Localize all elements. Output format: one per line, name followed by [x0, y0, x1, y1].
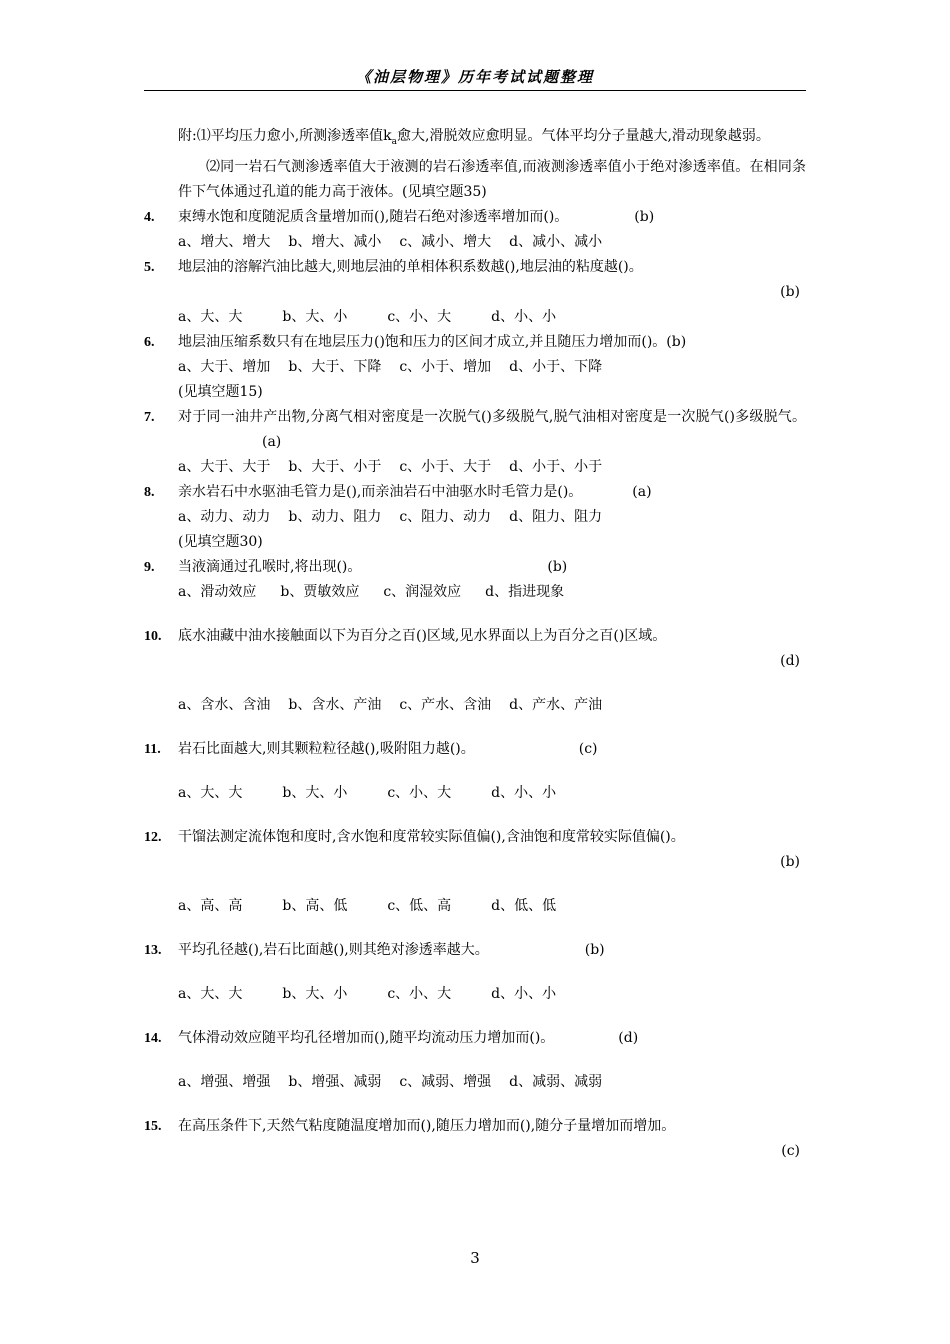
question-number: 14.	[144, 1030, 162, 1046]
option-c: c、小于、大于	[399, 458, 492, 475]
option-a: a、大于、大于	[178, 458, 271, 475]
option-d: d、阻力、阻力	[509, 508, 603, 525]
option-a: a、增大、增大	[178, 233, 271, 250]
question-options	[178, 305, 806, 330]
option-c: c、小、大	[387, 985, 452, 1002]
option-d: d、低、低	[491, 897, 557, 914]
question-number: 6.	[144, 334, 155, 350]
question-answer: (b)	[634, 208, 655, 225]
question-options	[178, 982, 806, 1007]
question-reference: (见填空题15)	[178, 383, 263, 400]
question-14	[144, 1026, 806, 1095]
question-11	[144, 737, 806, 806]
question-options	[178, 894, 806, 919]
question-6	[144, 330, 806, 405]
question-text: 干馏法测定流体饱和度时,含水饱和度常较实际值偏(),含油饱和度常较实际值偏()。	[178, 828, 685, 845]
question-answer: (b)	[780, 853, 800, 870]
option-b: b、动力、阻力	[288, 508, 382, 525]
option-a: a、大、大	[178, 985, 243, 1002]
option-d: d、减小、减小	[509, 233, 603, 250]
option-c: c、减弱、增强	[399, 1073, 492, 1090]
question-text: 束缚水饱和度随泥质含量增加而(),随岩石绝对渗透率增加而()。 (b)	[178, 205, 806, 230]
question-answer: (c)	[781, 1142, 800, 1159]
question-12	[144, 825, 806, 919]
question-text: 底水油藏中油水接触面以下为百分之百()区域,见水界面以上为百分之百()区域。	[178, 627, 667, 644]
question-answer: (d)	[780, 652, 800, 669]
question-answer: (a)	[262, 433, 282, 450]
option-c: c、小、大	[387, 308, 452, 325]
document-body	[144, 124, 806, 1164]
question-4	[144, 205, 806, 255]
option-d: d、小、小	[491, 784, 557, 801]
question-number: 11.	[144, 741, 161, 757]
option-a: a、大于、增加	[178, 358, 271, 375]
option-c: c、小、大	[387, 784, 452, 801]
page-header-title: 《油层物理》历年考试试题整理	[355, 68, 594, 86]
option-a: a、高、高	[178, 897, 243, 914]
option-c: c、低、高	[387, 897, 452, 914]
question-number: 5.	[144, 259, 155, 275]
option-b: b、增强、减弱	[288, 1073, 382, 1090]
option-d: d、产水、产油	[509, 696, 603, 713]
question-text: 地层油压缩系数只有在地层压力()饱和压力的区间才成立,并且随压力增加而()。(b)	[178, 333, 687, 350]
note-paragraph-2: ⑵同一岩石气测渗透率值大于液测的岩石渗透率值,而液测渗透率值小于绝对渗透率值。在相同条件下气体通过孔道的能力高于液体。(见填空题35)	[178, 158, 806, 200]
question-text: 气体滑动效应随平均孔径增加而(),随平均流动压力增加而()。 (d)	[178, 1026, 806, 1051]
option-b: b、大、小	[282, 985, 348, 1002]
option-b: b、大、小	[282, 308, 348, 325]
option-b: b、大于、下降	[288, 358, 382, 375]
question-number: 9.	[144, 559, 155, 575]
option-c: c、润湿效应	[383, 583, 462, 600]
question-number: 4.	[144, 209, 155, 225]
question-options	[178, 580, 806, 605]
question-number: 13.	[144, 942, 162, 958]
option-d: d、小于、下降	[509, 358, 603, 375]
page-number: 3	[470, 1249, 480, 1267]
option-a: a、动力、动力	[178, 508, 271, 525]
option-a: a、滑动效应	[178, 583, 257, 600]
option-a: a、含水、含油	[178, 696, 271, 713]
question-answer: (d)	[618, 1029, 639, 1046]
question-text: 平均孔径越(),岩石比面越(),则其绝对渗透率越大。 (b)	[178, 938, 806, 963]
header-divider	[144, 90, 806, 91]
option-d: d、小、小	[491, 985, 557, 1002]
question-answer: (c)	[578, 740, 598, 757]
question-answer: (b)	[780, 283, 800, 300]
question-13	[144, 938, 806, 1007]
question-text: 亲水岩石中水驱油毛管力是(),而亲油岩石中油驱水时毛管力是()。 (a)	[178, 480, 806, 505]
question-number: 10.	[144, 628, 162, 644]
question-answer: (b)	[584, 941, 605, 958]
question-text: 对于同一油井产出物,分离气相对密度是一次脱气()多级脱气,脱气油相对密度是一次脱气()多级脱气。(a)	[178, 405, 806, 455]
option-b: b、高、低	[282, 897, 348, 914]
option-a: a、大、大	[178, 308, 243, 325]
question-5	[144, 255, 806, 330]
option-d: d、小、小	[491, 308, 557, 325]
question-answer: (b)	[547, 558, 568, 575]
question-reference: (见填空题30)	[178, 533, 263, 550]
question-number: 15.	[144, 1118, 162, 1134]
question-7	[144, 405, 806, 480]
question-number: 7.	[144, 409, 155, 425]
option-d: d、指进现象	[485, 583, 565, 600]
option-b: b、大于、小于	[288, 458, 382, 475]
option-c: c、阻力、动力	[399, 508, 492, 525]
question-answer: (a)	[632, 483, 652, 500]
question-number: 8.	[144, 484, 155, 500]
option-a: a、大、大	[178, 784, 243, 801]
question-text: 当液滴通过孔喉时,将出现()。 (b)	[178, 555, 806, 580]
option-a: a、增强、增强	[178, 1073, 271, 1090]
option-c: c、小于、增加	[399, 358, 492, 375]
question-8	[144, 480, 806, 555]
option-c: c、减小、增大	[399, 233, 492, 250]
question-text: 在高压条件下,天然气粘度随温度增加而(),随压力增加而(),随分子量增加而增加。	[178, 1117, 676, 1134]
question-options	[178, 1070, 806, 1095]
option-d: d、减弱、减弱	[509, 1073, 603, 1090]
question-options	[178, 693, 806, 718]
question-options	[178, 455, 806, 480]
option-b: b、贾敏效应	[280, 583, 360, 600]
option-b: b、含水、产油	[288, 696, 382, 713]
option-b: b、大、小	[282, 784, 348, 801]
question-15	[144, 1114, 806, 1164]
question-options	[178, 355, 806, 380]
question-text: 地层油的溶解汽油比越大,则地层油的单相体积系数越(),地层油的粘度越()。	[178, 258, 643, 275]
question-options	[178, 230, 806, 255]
question-options	[178, 505, 806, 530]
option-b: b、增大、减小	[288, 233, 382, 250]
question-10	[144, 624, 806, 718]
question-number: 12.	[144, 829, 162, 845]
option-c: c、产水、含油	[399, 696, 492, 713]
option-d: d、小于、小于	[509, 458, 603, 475]
question-options	[178, 781, 806, 806]
question-text: 岩石比面越大,则其颗粒粒径越(),吸附阻力越()。 (c)	[178, 737, 806, 762]
note-paragraph-1: 附:⑴平均压力愈小,所测渗透率值$k_a$愈大,滑脱效应愈明显。气体平均分子量越大,滑动现象越弱。	[178, 128, 770, 147]
question-9	[144, 555, 806, 605]
